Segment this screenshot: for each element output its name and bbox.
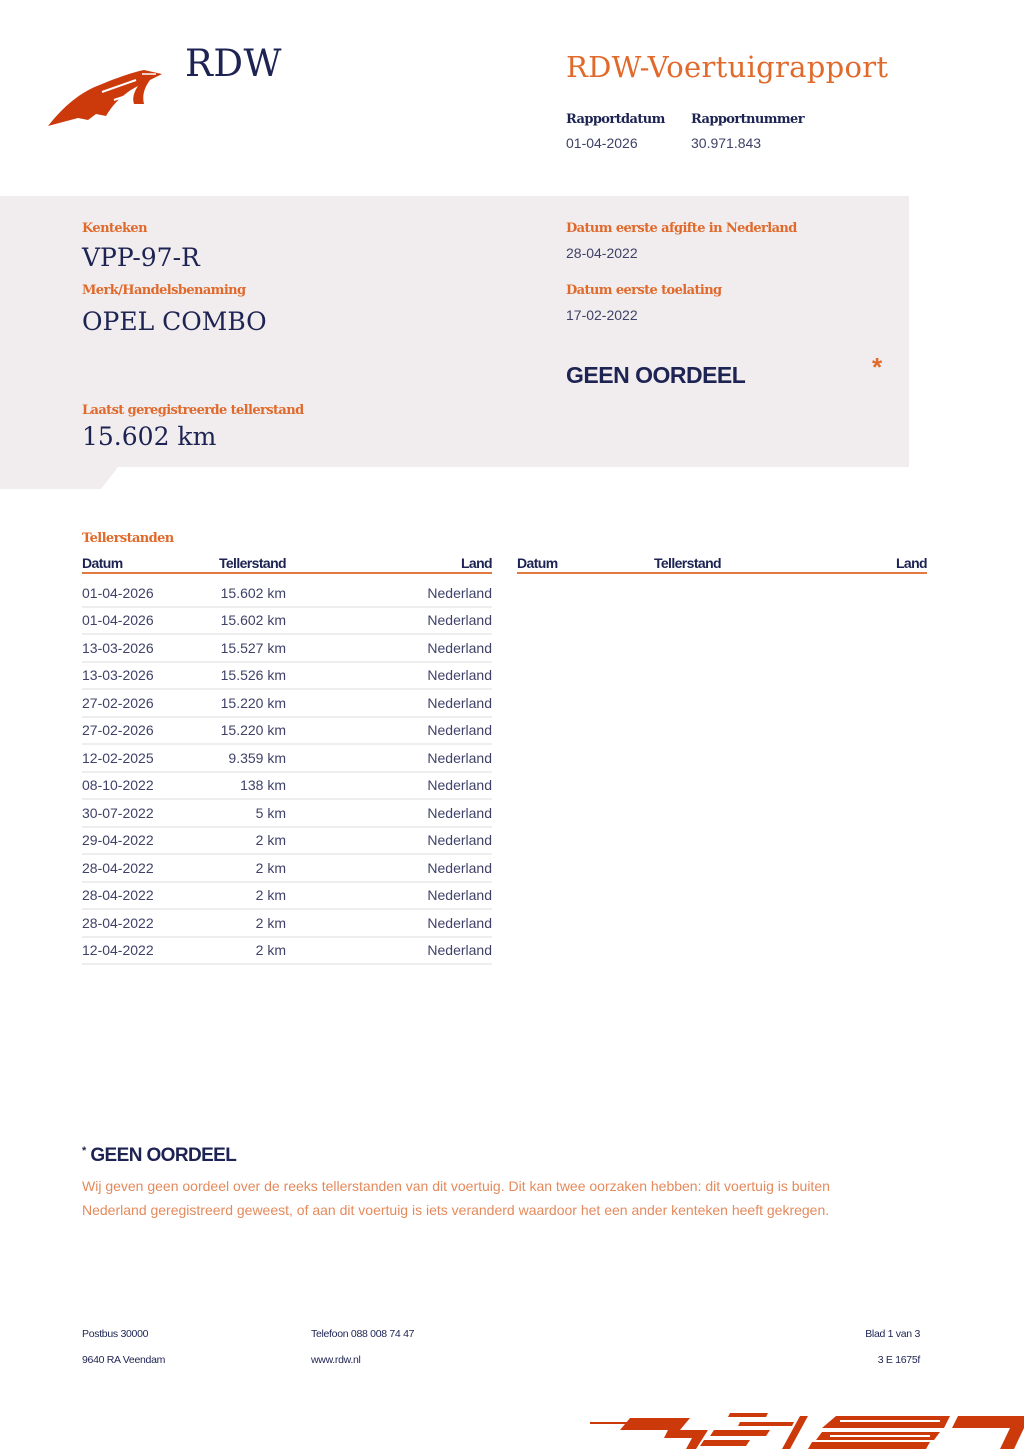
brand-name: RDW: [185, 42, 283, 85]
cell-datum: 12-04-2022: [82, 942, 154, 959]
cell-stand: 2 km: [255, 859, 286, 876]
table-row: [82, 690, 492, 718]
cell-land: Nederland: [427, 639, 492, 656]
cell-datum: 01-04-2026: [82, 584, 154, 601]
cell-stand: 15.527 km: [220, 639, 286, 656]
table-row: [82, 773, 492, 801]
cell-land: Nederland: [427, 914, 492, 931]
cell-stand: 2 km: [255, 887, 286, 904]
cell-stand: 9.359 km: [228, 749, 286, 766]
cell-datum: 28-04-2022: [82, 859, 154, 876]
cell-datum: 27-02-2026: [82, 722, 154, 739]
cell-land: Nederland: [427, 584, 492, 601]
footer-address-line1: Postbus 30000: [82, 1328, 149, 1340]
rdw-stripes-decoration-icon: [590, 1408, 1024, 1449]
odometer-value: 15.602 km: [82, 422, 217, 451]
table-row: [82, 608, 492, 636]
col-header-land: Land: [895, 555, 927, 571]
tellerstanden-title: Tellerstanden: [82, 531, 174, 546]
odometer-label: Laatst geregistreerde tellerstand: [82, 403, 304, 418]
footnote-text: Wij geven geen oordeel over de reeks tellerstanden van dit voertuig. Dit kan twee oorzaken hebben: dit voertuig is buiten Nederland geregistreerd geweest, of aan dit voertuig is iets veranderd waardoor het een ander kenteken heeft gekregen.: [82, 1178, 830, 1218]
cell-datum: 30-07-2022: [82, 804, 154, 821]
col-header-datum: Datum: [517, 555, 558, 571]
col-header-datum: Datum: [82, 555, 123, 571]
merk-label: Merk/Handelsbenaming: [82, 283, 246, 298]
cell-land: Nederland: [427, 804, 492, 821]
cell-datum: 01-04-2026: [82, 612, 154, 629]
table-header: [82, 551, 492, 574]
table-row: [82, 663, 492, 691]
footnote-title-text: GEEN OORDEEL: [90, 1145, 237, 1166]
cell-stand: 2 km: [255, 942, 286, 959]
report-number-label: Rapportnummer: [691, 112, 804, 127]
cell-land: Nederland: [427, 667, 492, 684]
cell-datum: 28-04-2022: [82, 914, 154, 931]
cell-datum: 29-04-2022: [82, 832, 154, 849]
cell-land: Nederland: [427, 887, 492, 904]
footer-address-line2: 9640 RA Veendam: [82, 1354, 166, 1366]
cell-land: Nederland: [427, 777, 492, 794]
toelating-value: 17-02-2022: [566, 307, 638, 323]
footnote-title: [82, 1145, 236, 1167]
cell-datum: 28-04-2022: [82, 887, 154, 904]
col-header-tellerstand: Tellerstand: [653, 555, 721, 571]
table-row: [82, 745, 492, 773]
cell-land: Nederland: [427, 859, 492, 876]
table-row: [82, 580, 492, 608]
footer-code: 3 E 1675f: [877, 1354, 920, 1366]
cell-datum: 08-10-2022: [82, 777, 154, 794]
table-header: [517, 551, 927, 574]
cell-stand: 2 km: [255, 914, 286, 931]
odometer-table-continued: [517, 551, 927, 574]
cell-land: Nederland: [427, 942, 492, 959]
footnote-asterisk-icon: *: [82, 1145, 86, 1157]
cell-land: Nederland: [427, 832, 492, 849]
cell-stand: 15.602 km: [220, 612, 286, 629]
kenteken-value: VPP-97-R: [82, 243, 200, 272]
cell-land: Nederland: [427, 722, 492, 739]
verdict-asterisk-icon: *: [872, 352, 883, 382]
cell-stand: 15.220 km: [220, 722, 286, 739]
cell-datum: 13-03-2026: [82, 667, 154, 684]
afgifte-label: Datum eerste afgifte in Nederland: [566, 221, 797, 236]
footer-website-link[interactable]: www.rdw.nl: [311, 1354, 361, 1366]
cell-stand: 15.220 km: [220, 694, 286, 711]
report-date-label: Rapportdatum: [566, 112, 665, 127]
footer-page-number: Blad 1 van 3: [865, 1328, 920, 1340]
toelating-label: Datum eerste toelating: [566, 283, 722, 298]
odometer-table: [82, 551, 492, 965]
merk-value: OPEL COMBO: [82, 307, 267, 336]
cell-stand: 5 km: [255, 804, 286, 821]
cell-land: Nederland: [427, 694, 492, 711]
rdw-logo-icon: [44, 62, 170, 130]
cell-stand: 15.602 km: [220, 584, 286, 601]
cell-datum: 27-02-2026: [82, 694, 154, 711]
report-date-value: 01-04-2026: [566, 135, 638, 151]
cell-land: Nederland: [427, 749, 492, 766]
cell-datum: 12-02-2025: [82, 749, 154, 766]
cell-stand: 138 km: [240, 777, 286, 794]
cell-land: Nederland: [427, 612, 492, 629]
table-row: [82, 855, 492, 883]
table-row: [82, 938, 492, 966]
col-header-land: Land: [460, 555, 492, 571]
table-row: [82, 718, 492, 746]
cell-stand: 2 km: [255, 832, 286, 849]
cell-stand: 15.526 km: [220, 667, 286, 684]
footer-phone: Telefoon 088 008 74 47: [311, 1328, 415, 1340]
table-row: [82, 883, 492, 911]
report-title: RDW-Voertuigrapport: [566, 50, 889, 84]
report-number-value: 30.971.843: [691, 135, 762, 151]
col-header-tellerstand: Tellerstand: [218, 555, 286, 571]
table-row: [82, 635, 492, 663]
table-row: [82, 800, 492, 828]
afgifte-value: 28-04-2022: [566, 245, 638, 261]
cell-datum: 13-03-2026: [82, 639, 154, 656]
kenteken-label: Kenteken: [82, 221, 147, 236]
table-row: [82, 910, 492, 938]
verdict-badge: GEEN OORDEEL: [566, 362, 746, 388]
table-row: [82, 828, 492, 856]
